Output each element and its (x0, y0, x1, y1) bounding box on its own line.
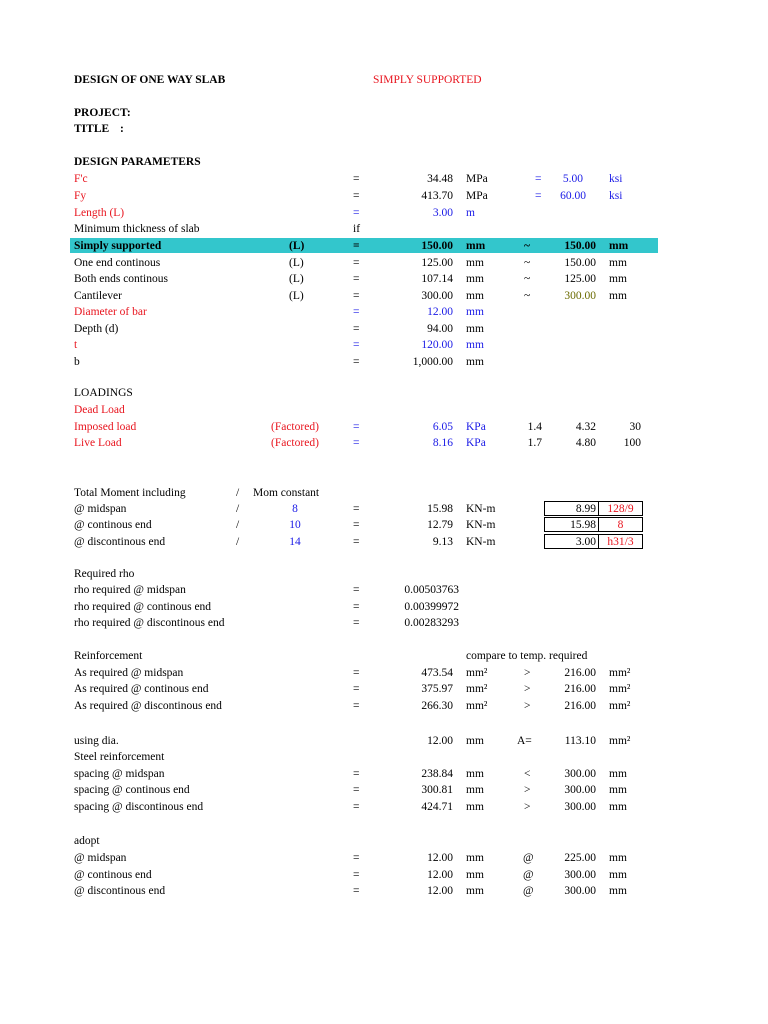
load-base: 4.32 (575, 421, 596, 433)
equals-sign: = (353, 339, 360, 351)
param-value: 3.00 (432, 207, 453, 219)
param-value: 94.00 (427, 323, 453, 335)
moment-value: 9.13 (432, 536, 453, 548)
equals-sign: = (353, 617, 360, 629)
equals-sign: = (353, 768, 360, 780)
approx-sign: ~ (524, 257, 531, 269)
moment-check-value: 8.99 (575, 503, 596, 515)
loadings-heading: LOADINGS (74, 387, 133, 399)
equals-sign: = (353, 503, 360, 515)
compare-op: > (524, 784, 531, 796)
load-label: Imposed load (74, 421, 137, 433)
temp-unit: mm² (609, 700, 631, 712)
param-value: 413.70 (421, 190, 453, 202)
equals-sign: = (353, 173, 360, 185)
case-rounded-unit: mm (609, 240, 629, 252)
param-label: Diameter of bar (74, 306, 147, 318)
case-label: Simply supported (74, 240, 162, 252)
load-value: 8.16 (432, 437, 453, 449)
temp-value: 216.00 (564, 700, 596, 712)
compare-op: > (524, 667, 531, 679)
spacing-max: 300.00 (564, 801, 596, 813)
equals-sign: = (353, 852, 360, 864)
as-unit: mm² (466, 700, 488, 712)
temp-value: 216.00 (564, 667, 596, 679)
temp-unit: mm² (609, 667, 631, 679)
case-value: 150.00 (421, 240, 453, 252)
load-unit: KPa (466, 437, 486, 449)
mom-constant: 8 (292, 503, 298, 515)
mom-constant-heading: Mom constant (253, 487, 320, 499)
slash: / (236, 536, 240, 548)
case-rounded-value: 150.00 (564, 240, 596, 252)
adopt-spacing-unit: mm (609, 852, 627, 864)
moment-check-value: 3.00 (575, 536, 596, 548)
case-unit: mm (466, 257, 484, 269)
case-rounded-value: 150.00 (564, 257, 596, 269)
spacing-value: 238.84 (421, 768, 453, 780)
rho-value: 0.00503763 (404, 584, 459, 596)
moment-unit: KN-m (466, 503, 496, 515)
param-label: b (74, 356, 80, 368)
slash: / (236, 487, 240, 499)
compare-op: > (524, 683, 531, 695)
moment-check-value: 15.98 (570, 519, 596, 531)
moment-label: @ discontinous end (74, 536, 166, 548)
sheet-title: DESIGN OF ONE WAY SLAB (74, 74, 226, 86)
load-label: Live Load (74, 437, 122, 449)
case-rounded-unit: mm (609, 273, 627, 285)
equals-sign: = (353, 801, 360, 813)
bar-label: using dia. (74, 735, 119, 747)
equals-sign: = (353, 290, 360, 302)
param-unit: MPa (466, 173, 488, 185)
moment-check-note: h31/3 (607, 536, 634, 548)
spacing-max-unit: mm (609, 801, 627, 813)
param-value: 1,000.00 (412, 356, 453, 368)
adopt-heading: adopt (74, 835, 100, 847)
param-label: Minimum thickness of slab (74, 223, 200, 235)
case-unit: mm (466, 290, 484, 302)
adopt-spacing: 300.00 (564, 885, 596, 897)
rho-value: 0.00283293 (404, 617, 459, 629)
param-unit: mm (466, 306, 484, 318)
bar-diameter: 12.00 (427, 735, 453, 747)
equals-sign: = (353, 437, 360, 449)
spacing-label: spacing @ midspan (74, 768, 165, 780)
param-unit: m (466, 207, 475, 219)
spacing-max-unit: mm (609, 768, 627, 780)
param-unit: mm (466, 323, 484, 335)
at-sign: @ (523, 869, 534, 881)
case-label: Cantilever (74, 290, 122, 302)
rho-label: rho required @ discontinous end (74, 617, 225, 629)
project-label: PROJECT: (74, 107, 131, 119)
spacing-label: spacing @ discontinous end (74, 801, 204, 813)
equals-sign: = (353, 421, 360, 433)
case-rounded-unit: mm (609, 257, 627, 269)
case-rounded-value: 125.00 (564, 273, 596, 285)
at-sign: @ (523, 885, 534, 897)
case-value: 107.14 (421, 273, 453, 285)
param-value: 120.00 (421, 339, 453, 351)
load-value: 6.05 (432, 421, 453, 433)
case-symbol: (L) (289, 273, 304, 285)
adopt-spacing: 300.00 (564, 869, 596, 881)
support-type: SIMPLY SUPPORTED (373, 74, 482, 86)
equals-sign: = (353, 306, 360, 318)
equals-sign: = (353, 784, 360, 796)
adopt-diameter: 12.00 (427, 852, 453, 864)
moment-label: @ continous end (74, 519, 152, 531)
param-unit: MPa (466, 190, 488, 202)
factored-note: (Factored) (271, 437, 319, 449)
compare-op: > (524, 700, 531, 712)
adopt-unit: mm (466, 885, 484, 897)
adopt-spacing: 225.00 (564, 852, 596, 864)
area-label: A= (517, 735, 532, 747)
load-base: 4.80 (575, 437, 596, 449)
moment-unit: KN-m (466, 519, 496, 531)
spacing-unit: mm (466, 801, 484, 813)
spacing-value: 300.81 (421, 784, 453, 796)
adopt-unit: mm (466, 852, 484, 864)
equals-sign: = (353, 885, 360, 897)
as-label: As required @ discontinous end (74, 700, 222, 712)
param-unit: mm (466, 339, 484, 351)
adopt-spacing-unit: mm (609, 885, 627, 897)
param-label: t (74, 339, 78, 351)
moment-heading: Total Moment including (74, 487, 186, 499)
equals-sign: = (353, 667, 360, 679)
case-symbol: (L) (289, 257, 304, 269)
case-rounded-value: 300.00 (564, 290, 596, 302)
temp-value: 216.00 (564, 683, 596, 695)
as-value: 375.97 (421, 683, 453, 695)
title-label: TITLE (74, 123, 110, 135)
rho-heading: Required rho (74, 568, 135, 580)
slash: / (236, 519, 240, 531)
adopt-unit: mm (466, 869, 484, 881)
as-value: 266.30 (421, 700, 453, 712)
load-extra: 30 (629, 421, 641, 433)
bar-unit: mm (466, 735, 484, 747)
equals-sign: = (353, 519, 360, 531)
case-value: 300.00 (421, 290, 453, 302)
equals-sign: = (353, 240, 360, 252)
spacing-unit: mm (466, 768, 484, 780)
param-label: Length (L) (74, 207, 125, 219)
bar-area: 113.10 (564, 735, 596, 747)
moment-check-note: 8 (617, 519, 624, 531)
adopt-diameter: 12.00 (427, 885, 453, 897)
as-label: As required @ midspan (74, 667, 184, 679)
spacing-max-unit: mm (609, 784, 627, 796)
equals-sign: = (353, 257, 360, 269)
adopt-spacing-unit: mm (609, 869, 627, 881)
compare-op: < (524, 768, 531, 780)
slash: / (236, 503, 240, 515)
spacing-unit: mm (466, 784, 484, 796)
param-label: Depth (d) (74, 323, 119, 335)
approx-sign: ~ (524, 240, 530, 252)
at-sign: @ (523, 852, 534, 864)
as-label: As required @ continous end (74, 683, 209, 695)
mom-constant: 14 (289, 536, 301, 548)
param-label: F'c (74, 173, 88, 185)
equals-sign: = (353, 273, 360, 285)
compare-op: > (524, 801, 531, 813)
case-rounded-unit: mm (609, 290, 627, 302)
steel-reinforcement-heading: Steel reinforcement (74, 751, 165, 763)
param-label: Fy (74, 190, 87, 202)
adopt-diameter: 12.00 (427, 869, 453, 881)
param-unit-ksi: ksi (609, 190, 623, 202)
case-symbol: (L) (289, 240, 305, 252)
moment-label: @ midspan (74, 503, 127, 515)
load-factor: 1.4 (527, 421, 542, 433)
as-unit: mm² (466, 667, 488, 679)
case-value: 125.00 (421, 257, 453, 269)
equals-sign: = (353, 683, 360, 695)
case-unit: mm (466, 240, 486, 252)
approx-sign: ~ (524, 273, 531, 285)
load-factor: 1.7 (527, 437, 542, 449)
equals-sign: = (353, 700, 360, 712)
adopt-label: @ discontinous end (74, 885, 166, 897)
rho-label: rho required @ continous end (74, 601, 212, 613)
spacing-label: spacing @ continous end (74, 784, 190, 796)
spacing-value: 424.71 (421, 801, 453, 813)
moment-value: 15.98 (427, 503, 453, 515)
equals-sign: = (535, 173, 542, 185)
bar-area-unit: mm² (609, 735, 631, 747)
moment-check-note: 128/9 (607, 503, 634, 515)
load-extra: 100 (623, 437, 641, 449)
temp-unit: mm² (609, 683, 631, 695)
as-value: 473.54 (421, 667, 453, 679)
moment-unit: KN-m (466, 536, 496, 548)
param-value-ksi: 5.00 (562, 173, 583, 185)
case-label: Both ends continous (74, 273, 168, 285)
moment-value: 12.79 (427, 519, 453, 531)
reinforcement-heading: Reinforcement (74, 650, 143, 662)
equals-sign: = (353, 536, 360, 548)
param-value-ksi: 60.00 (560, 190, 586, 202)
spacing-max: 300.00 (564, 768, 596, 780)
factored-note: (Factored) (271, 421, 319, 433)
adopt-label: @ midspan (74, 852, 127, 864)
rho-value: 0.00399972 (404, 601, 459, 613)
equals-sign: = (353, 584, 360, 596)
design-parameters-heading: DESIGN PARAMETERS (74, 156, 201, 168)
param-unit: mm (466, 356, 484, 368)
param-value: 12.00 (427, 306, 453, 318)
title-colon: : (120, 123, 124, 135)
case-symbol: (L) (289, 290, 304, 302)
equals-sign: = (353, 601, 360, 613)
load-unit: KPa (466, 421, 486, 433)
equals-sign: = (535, 190, 542, 202)
compare-heading: compare to temp. required (466, 650, 588, 662)
equals-sign: = (353, 356, 360, 368)
if-flag: if (353, 223, 361, 235)
approx-sign: ~ (524, 290, 531, 302)
case-unit: mm (466, 273, 484, 285)
spacing-max: 300.00 (564, 784, 596, 796)
equals-sign: = (353, 869, 360, 881)
case-label: One end continous (74, 257, 161, 269)
equals-sign: = (353, 207, 360, 219)
param-unit-ksi: ksi (609, 173, 623, 185)
param-value: 34.48 (427, 173, 453, 185)
as-unit: mm² (466, 683, 488, 695)
mom-constant: 10 (289, 519, 301, 531)
rho-label: rho required @ midspan (74, 584, 186, 596)
dead-load-label: Dead Load (74, 404, 125, 416)
equals-sign: = (353, 323, 360, 335)
adopt-label: @ continous end (74, 869, 152, 881)
equals-sign: = (353, 190, 360, 202)
